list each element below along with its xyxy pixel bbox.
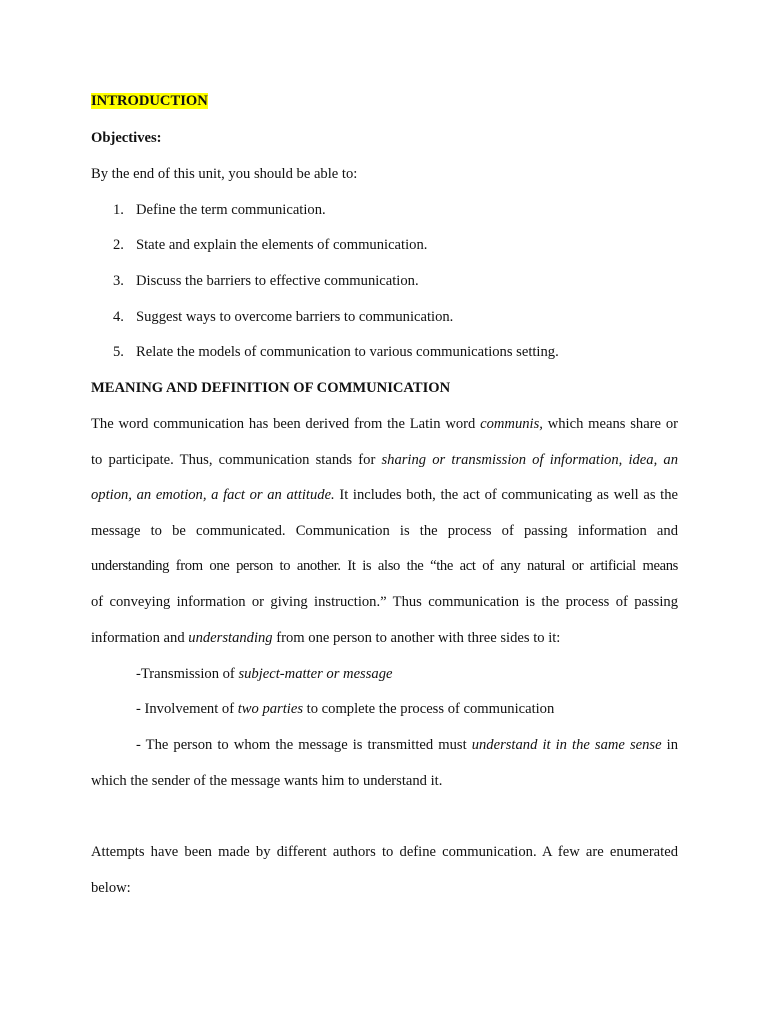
list-number: 4. xyxy=(113,309,124,325)
paragraph-line xyxy=(91,415,678,433)
italic-run: sharing or transmission of information, idea, an xyxy=(381,452,678,468)
intro-heading xyxy=(91,92,208,110)
list-number: 2. xyxy=(113,237,124,253)
side-item xyxy=(136,665,392,683)
highlighted-heading: INTRODUCTION xyxy=(91,93,208,109)
side-item-continuation: which the sender of the message wants him to understand it. xyxy=(91,773,443,789)
paragraph-line: message to be communicated. Communication is the process of passing information and xyxy=(91,523,678,539)
paragraph-line xyxy=(91,451,678,469)
paragraph-line: of conveying information or giving instruction.” Thus communication is the process of passing xyxy=(91,594,678,610)
paragraph-line: understanding from one person to another. It is also the “the act of any natural or artificial means xyxy=(91,558,678,574)
list-item: State and explain the elements of communication. xyxy=(136,237,428,253)
text-run: to complete the process of communication xyxy=(303,701,555,717)
italic-run: communis, xyxy=(480,416,543,432)
list-item: Suggest ways to overcome barriers to communication. xyxy=(136,309,454,325)
text-run: which means share or xyxy=(542,416,678,432)
side-item xyxy=(136,700,554,718)
text-run: to participate. Thus, communication stands for xyxy=(91,452,382,468)
text-run: It includes both, the act of communicating as well as the xyxy=(334,487,679,503)
italic-run: understand it in the same sense xyxy=(471,737,662,753)
paragraph-line xyxy=(91,629,560,647)
objectives-label: Objectives: xyxy=(91,130,162,146)
text-run: The word communication has been derived from the Latin word xyxy=(91,416,481,432)
text-run: from one person to another with three sides to it: xyxy=(272,630,561,646)
list-number: 5. xyxy=(113,344,124,360)
text-run: - The person to whom the message is transmitted must xyxy=(136,737,472,753)
side-item xyxy=(136,736,678,754)
list-number: 1. xyxy=(113,202,124,218)
italic-run: understanding xyxy=(188,630,273,646)
text-run: -Transmission of xyxy=(136,666,239,682)
objectives-intro: By the end of this unit, you should be able to: xyxy=(91,166,358,182)
list-item: Relate the models of communication to various communications setting. xyxy=(136,344,559,360)
section-title: MEANING AND DEFINITION OF COMMUNICATION xyxy=(91,380,451,396)
list-item: Discuss the barriers to effective communication. xyxy=(136,273,419,289)
list-number: 3. xyxy=(113,273,124,289)
text-run: - Involvement of xyxy=(136,701,238,717)
paragraph-line: Attempts have been made by different authors to define communication. A few are enumerated xyxy=(91,844,678,860)
italic-run: option, an emotion, a fact or an attitude. xyxy=(91,487,335,503)
list-item: Define the term communication. xyxy=(136,202,326,218)
italic-run: two parties xyxy=(237,701,304,717)
text-run: information and xyxy=(91,630,189,646)
paragraph-line: below: xyxy=(91,880,131,896)
text-run: in xyxy=(661,737,679,753)
italic-run: subject-matter or message xyxy=(238,666,393,682)
paragraph-line xyxy=(91,486,678,504)
